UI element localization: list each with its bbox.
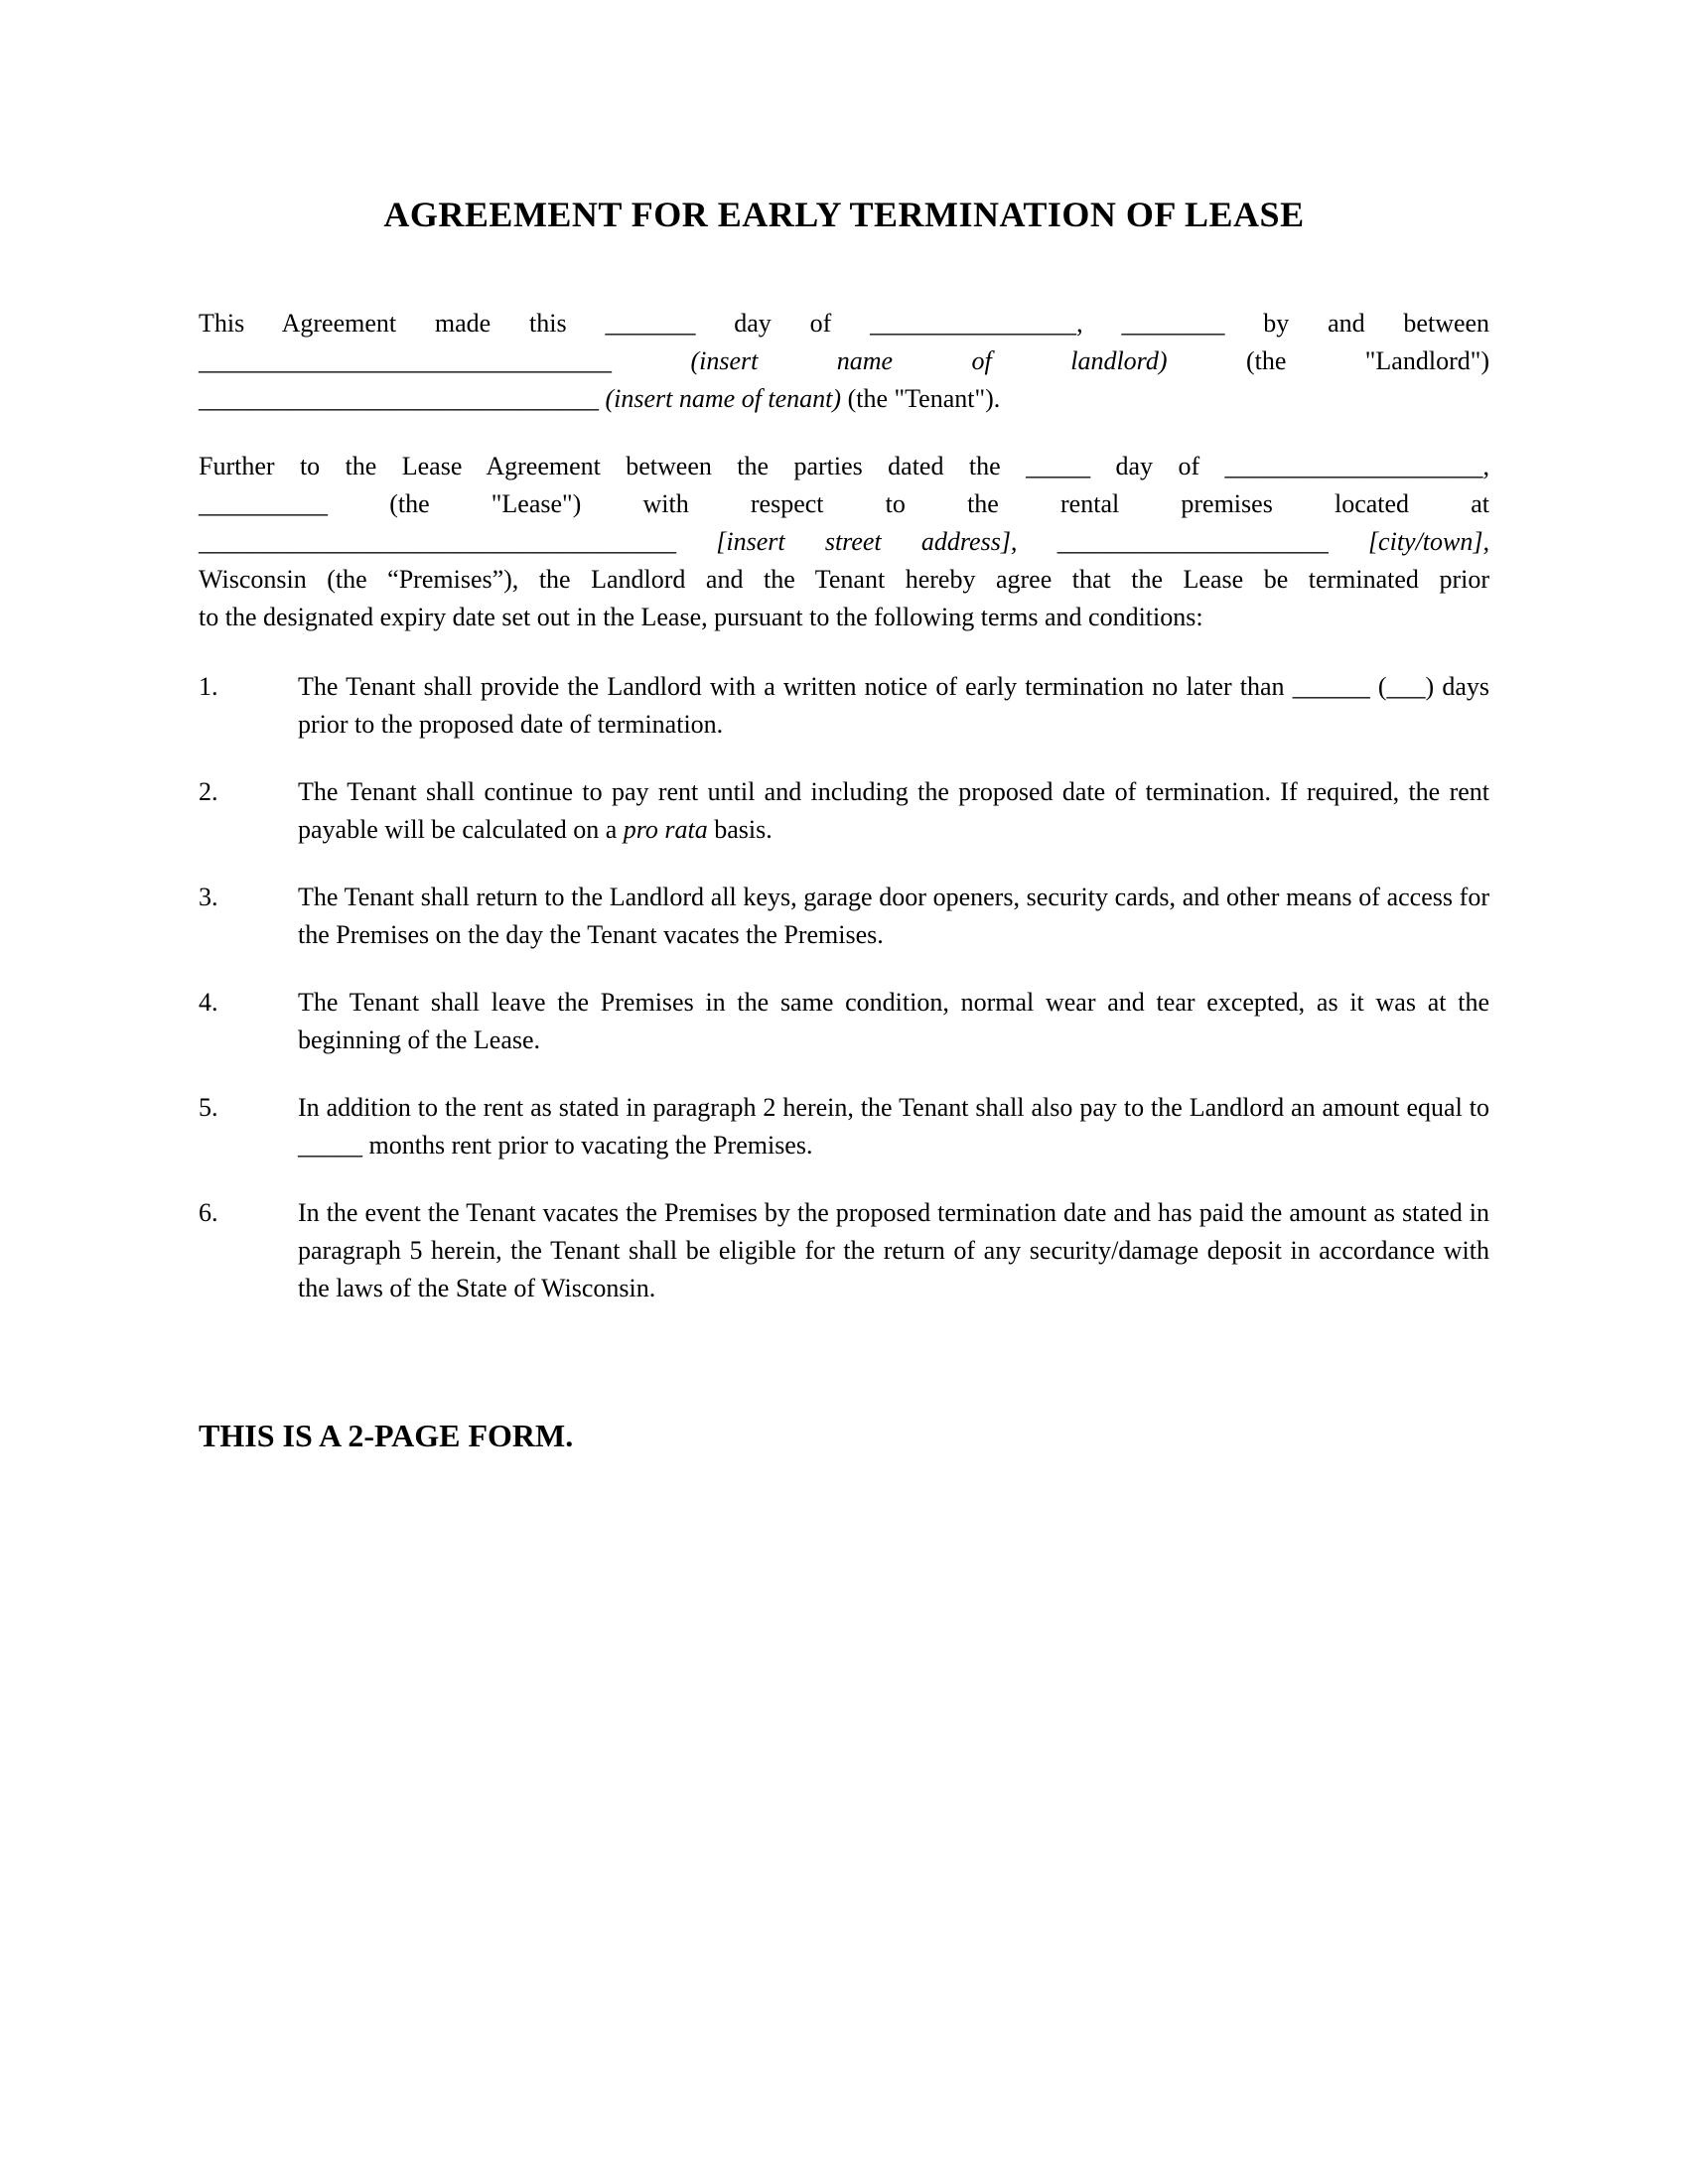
lease-year-blank-field: __________ xyxy=(199,489,328,518)
item-text: days prior to the proposed date of termination. xyxy=(298,672,1489,739)
term-item-5 xyxy=(199,1089,1489,1164)
lease-reference-paragraph xyxy=(199,448,1489,636)
lease-line-1 xyxy=(199,448,1489,485)
term-item-3 xyxy=(199,879,1489,954)
item-number: 3. xyxy=(199,883,218,911)
lease-text: Further to the Lease Agreement between the parties dated the xyxy=(199,452,1001,480)
item-text: The Tenant shall continue to pay rent until and including the proposed date of termination. If required, the rent payable will be calculated on a xyxy=(298,777,1489,844)
intro-text: day of xyxy=(734,309,832,338)
city-town-blank-field: _____________________ xyxy=(1056,527,1329,556)
lease-line-2 xyxy=(199,485,1489,523)
lease-line-3 xyxy=(199,523,1489,561)
terms-list xyxy=(199,668,1489,1307)
term-item-6 xyxy=(199,1194,1489,1307)
lease-text: (the "Lease") with respect to the rental premises located at xyxy=(389,489,1490,518)
lease-month-blank-field: ____________________, xyxy=(1224,452,1490,480)
landlord-name-hint: (insert name of landlord) xyxy=(690,346,1168,375)
street-address-blank-field: _____________________________________ xyxy=(199,527,676,556)
lease-text: to the designated expiry date set out in the Lease, pursuant to the following terms and conditions: xyxy=(199,603,1203,631)
pro-rata-term: pro rata xyxy=(623,815,708,844)
intro-line-1 xyxy=(199,305,1489,342)
day-blank-field: _______ xyxy=(605,309,696,338)
landlord-defined-term: (the "Landlord") xyxy=(1245,346,1489,375)
street-address-hint: [insert street address], xyxy=(716,527,1018,556)
lease-line-4 xyxy=(199,561,1489,599)
intro-text: by and between xyxy=(1263,309,1490,338)
item-text: In addition to the rent as stated in paragraph 2 herein, the Tenant shall also pay to the Landlord an amount equal to xyxy=(298,1093,1489,1122)
item-body xyxy=(298,1089,1489,1164)
tenant-name-blank-field: _______________________________ xyxy=(199,384,599,413)
item-number: 5. xyxy=(199,1093,218,1122)
intro-paragraph xyxy=(199,305,1489,418)
item-text: months rent prior to vacating the Premises. xyxy=(368,1131,813,1160)
month-blank-field: ________________, xyxy=(870,309,1083,338)
item-body xyxy=(298,1194,1489,1307)
item-text: The Tenant shall leave the Premises in the same condition, normal wear and tear excepted, as it was at the beginning of the Lease. xyxy=(298,988,1489,1054)
item-number: 4. xyxy=(199,988,218,1017)
intro-line-3 xyxy=(199,380,1489,418)
term-item-1 xyxy=(199,668,1489,744)
tenant-defined-term: (the "Tenant"). xyxy=(847,384,1001,413)
document-title: AGREEMENT FOR EARLY TERMINATION OF LEASE xyxy=(383,195,1305,234)
tenant-name-hint: (insert name of tenant) xyxy=(605,384,842,413)
notice-days-blank-field: ______ (___) xyxy=(1292,672,1435,701)
item-text: basis. xyxy=(714,815,773,844)
intro-text: This Agreement made this xyxy=(199,309,567,338)
item-text: The Tenant shall provide the Landlord with a written notice of early termination no later than xyxy=(298,672,1285,701)
item-body xyxy=(298,879,1489,954)
lease-text: Wisconsin (the “Premises”), the Landlord and the Tenant hereby agree that the Lease be terminated prior xyxy=(199,565,1489,594)
item-text: The Tenant shall return to the Landlord all keys, garage door openers, security cards, and other means of access for the Premises on the day the Tenant vacates the Premises. xyxy=(298,883,1489,949)
item-number: 1. xyxy=(199,672,218,701)
item-text: In the event the Tenant vacates the Premises by the proposed termination date and has paid the amount as stated in paragraph 5 herein, the Tenant shall be eligible for the return of any security/damage deposit in accordance with the laws of the State of Wisconsin. xyxy=(298,1198,1489,1302)
city-town-hint: [city/town], xyxy=(1367,527,1489,556)
item-number: 2. xyxy=(199,777,218,806)
months-rent-blank-field: _____ xyxy=(298,1131,362,1160)
item-number: 6. xyxy=(199,1198,218,1227)
year-blank-field: ________ xyxy=(1121,309,1225,338)
item-body xyxy=(298,984,1489,1059)
two-page-form-notice: THIS IS A 2-PAGE FORM. xyxy=(199,1418,574,1453)
intro-line-2 xyxy=(199,342,1489,380)
item-body xyxy=(298,668,1489,744)
lease-text: day of xyxy=(1115,452,1200,480)
item-body xyxy=(298,773,1489,849)
term-item-2 xyxy=(199,773,1489,849)
lease-line-5 xyxy=(199,599,1489,636)
landlord-name-blank-field: ________________________________ xyxy=(199,346,612,375)
term-item-4 xyxy=(199,984,1489,1059)
lease-day-blank-field: _____ xyxy=(1026,452,1091,480)
